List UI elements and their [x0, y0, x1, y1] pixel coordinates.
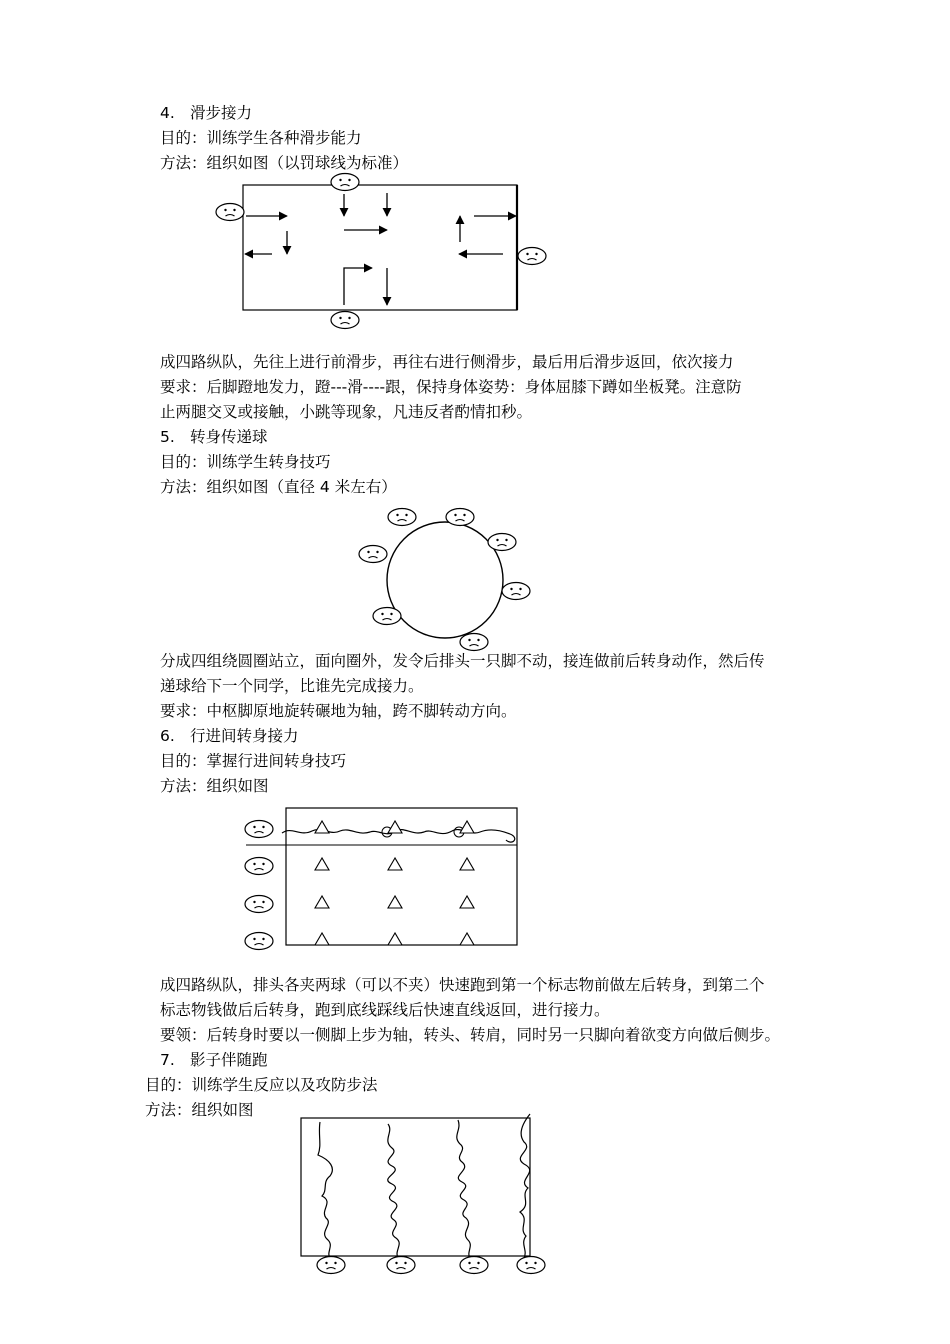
arrow-icon — [344, 268, 372, 305]
player-icon — [245, 896, 273, 913]
cone-icon — [388, 896, 402, 908]
cone-icon — [315, 896, 329, 908]
player-icon — [460, 1257, 488, 1274]
player-icon — [517, 1257, 545, 1274]
section-5-purpose: 目的：训练学生转身技巧 — [160, 453, 331, 471]
section-7-heading — [160, 1050, 268, 1070]
player-icon — [502, 583, 530, 600]
turn-loop — [382, 827, 392, 837]
section-4-description: 成四路纵队，先往上进行前滑步，再往右进行侧滑步，最后用后滑步返回，依次接力 — [160, 353, 734, 371]
player-icon — [216, 204, 244, 221]
section-6-purpose: 目的：掌握行进间转身技巧 — [160, 752, 347, 770]
section-5-method: 方法：组织如图（直径 4 米左右） — [160, 478, 397, 496]
player-icon — [518, 248, 546, 265]
player-icon — [388, 509, 416, 526]
player-icon — [245, 821, 273, 838]
player-icon — [488, 534, 516, 551]
section-6-number: 6. — [160, 727, 175, 745]
court-rect — [243, 185, 517, 310]
section-6-method: 方法：组织如图 — [160, 777, 269, 795]
player-icon — [317, 1257, 345, 1274]
cone-icon — [315, 821, 329, 833]
section-4-requirement-line1: 要求：后脚蹬地发力，蹬---滑----跟，保持身体姿势：身体屈膝下蹲如坐板凳。注意防 — [160, 378, 742, 396]
section-5-description-line1: 分成四组绕圆圈站立，面向圈外，发令后排头一只脚不动，接连做前后转身动作，然后传 — [160, 652, 765, 670]
section-4-title: 滑步接力 — [190, 104, 253, 122]
cone-icon — [460, 933, 474, 945]
section-6-title: 行进间转身接力 — [190, 727, 299, 745]
section-7-method: 方法：组织如图 — [145, 1101, 254, 1119]
section-4-method: 方法：组织如图（以罚球线为标准） — [160, 154, 409, 172]
zigzag-path — [388, 1124, 399, 1258]
section-6-key-points: 要领：后转身时要以一侧脚上步为轴，转头、转肩，同时另一只脚向着欲变方向做后侧步。 — [160, 1026, 781, 1044]
player-icon — [245, 933, 273, 950]
player-icon — [446, 509, 474, 526]
court-rect — [301, 1118, 530, 1256]
player-icon — [331, 312, 359, 329]
player-icon — [387, 1257, 415, 1274]
section-5-title: 转身传递球 — [190, 428, 268, 446]
section-7-purpose: 目的：训练学生反应以及攻防步法 — [145, 1076, 378, 1094]
section-7-number: 7. — [160, 1051, 175, 1069]
section-5-number: 5. — [160, 428, 175, 446]
cone-icon — [388, 933, 402, 945]
player-icon — [245, 858, 273, 875]
section-6-description-line2: 标志物钱做后后转身，跑到底线踩线后快速直线返回，进行接力。 — [160, 1001, 610, 1019]
section-6-description-line1: 成四路纵队，排头各夹两球（可以不夹）快速跑到第一个标志物前做左后转身，到第二个 — [160, 976, 765, 994]
cone-icon — [388, 858, 402, 870]
zigzag-path — [457, 1120, 471, 1258]
player-icon — [460, 634, 488, 651]
cone-icon — [460, 858, 474, 870]
player-icon — [359, 546, 387, 563]
section-4-requirement-line2: 止两腿交叉或接触，小跳等现象，凡违反者酌情扣秒。 — [160, 403, 533, 421]
run-path — [282, 830, 515, 843]
section-4-heading — [160, 103, 252, 123]
cone-icon — [315, 933, 329, 945]
section-4-purpose: 目的：训练学生各种滑步能力 — [160, 129, 362, 147]
court-rect — [286, 808, 517, 945]
cone-icon — [315, 858, 329, 870]
cone-icon — [460, 896, 474, 908]
cone-icon — [388, 821, 402, 833]
player-icon — [331, 174, 359, 191]
circle — [387, 522, 503, 638]
zigzag-path — [318, 1122, 332, 1258]
section-6-heading — [160, 726, 299, 746]
section-7-title: 影子伴随跑 — [190, 1051, 268, 1069]
player-icon — [373, 608, 401, 625]
cone-icon — [460, 821, 474, 833]
turn-loop — [454, 827, 464, 837]
section-4-number: 4. — [160, 104, 175, 122]
section-5-requirement: 要求：中枢脚原地旋转碾地为轴，跨不脚转动方向。 — [160, 702, 517, 720]
section-5-heading — [160, 427, 268, 447]
zigzag-path — [520, 1114, 530, 1258]
section-5-description-line2: 递球给下一个同学，比谁先完成接力。 — [160, 677, 424, 695]
